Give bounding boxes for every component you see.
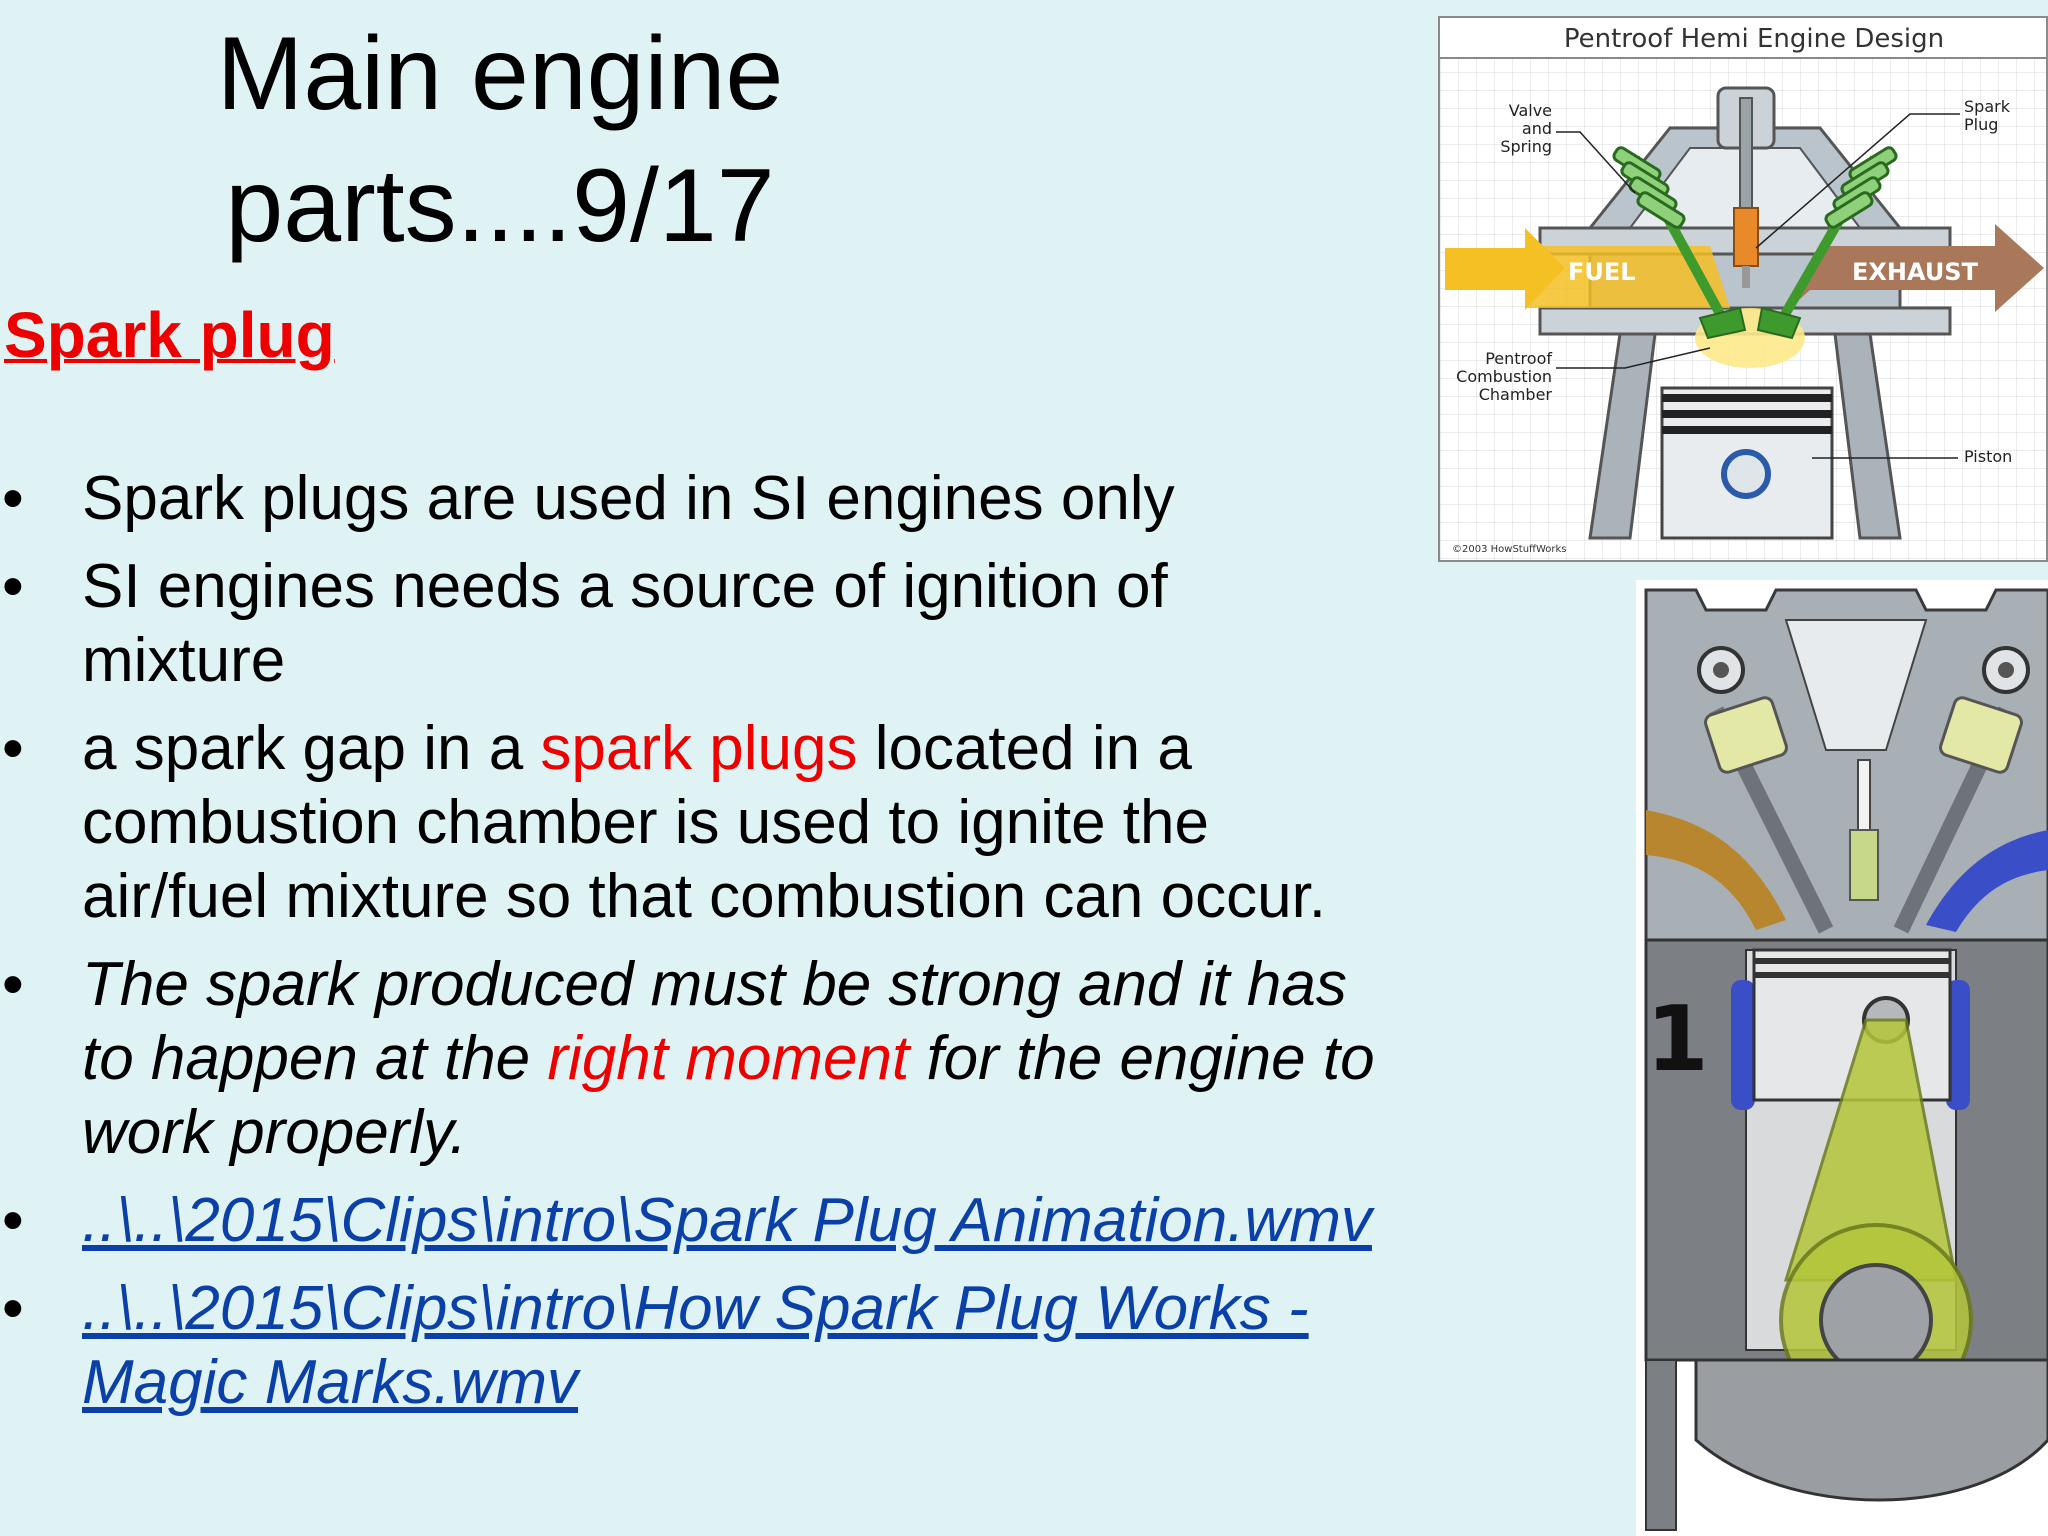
chamber-label-3: Chamber (1478, 385, 1552, 404)
video-link-how-spark-plug-works[interactable]: ..\..\2015\Clips\intro\How Spark Plug Works - Magic Marks.wmv (82, 1274, 1309, 1417)
spark-label-2: Plug (1964, 115, 1999, 134)
chamber-label-2: Combustion (1456, 367, 1552, 386)
title-line-1: Main engine (216, 16, 784, 132)
bullet-text-pre: a spark gap in a (82, 714, 541, 783)
pentroof-engine-diagram (1438, 16, 2048, 562)
bullet-marker: • (2, 950, 24, 1019)
slide-title (150, 8, 850, 272)
video-link-spark-plug-animation[interactable]: ..\..\2015\Clips\intro\Spark Plug Animation.wmv (82, 1186, 1372, 1255)
bullet-marker: • (2, 552, 24, 621)
bullet-text-post: for the engine to work properly. (82, 1024, 1375, 1167)
exhaust-label: EXHAUST (1852, 258, 1978, 286)
bullet-marker: • (2, 714, 24, 783)
bullet-item (0, 462, 1380, 536)
valve-label-2: and (1521, 119, 1552, 138)
bullet-text-pre: The spark produced must be strong and it has to happen at the (82, 950, 1347, 1093)
section-heading: Spark plug (4, 299, 335, 371)
chamber-label-1: Pentroof (1485, 349, 1552, 368)
engine-cross-section-svg (1636, 580, 2048, 1536)
bullet-text: Spark plugs are used in SI engines only (82, 464, 1175, 533)
piston-icon (1662, 388, 1832, 538)
bullet-item (0, 1184, 1380, 1258)
fuel-label: FUEL (1568, 258, 1636, 286)
highlight-spark-plugs: spark plugs (540, 714, 858, 783)
bullet-item (0, 550, 1380, 698)
bullet-item (0, 712, 1380, 934)
bullet-marker: • (2, 1274, 24, 1343)
valve-label-3: Spring (1500, 137, 1552, 156)
diagram-title: Pentroof Hemi Engine Design (1563, 24, 1945, 54)
engine-cross-section-diagram (1636, 580, 2048, 1536)
highlight-right-moment: right moment (547, 1024, 910, 1093)
bullet-marker: • (2, 464, 24, 533)
bullet-item (0, 948, 1380, 1170)
spark-label-1: Spark (1964, 97, 2010, 116)
piston-label: Piston (1964, 447, 2013, 466)
bullet-marker: • (2, 1186, 24, 1255)
title-line-2: parts....9/17 (225, 148, 775, 264)
bullet-text-post: located in a combustion chamber is used to ignite the air/fuel mixture so that combustion can occur. (82, 714, 1327, 931)
diagram-copyright: ©2003 HowStuffWorks (1452, 544, 1567, 555)
bullet-text: SI engines needs a source of ignition of mixture (82, 552, 1168, 695)
pentroof-engine-svg (1440, 18, 2046, 560)
stroke-number: 1 (1646, 987, 1709, 1092)
valve-label-1: Valve (1508, 101, 1552, 120)
bullet-item (0, 1272, 1380, 1420)
bullet-list (0, 462, 1380, 1434)
